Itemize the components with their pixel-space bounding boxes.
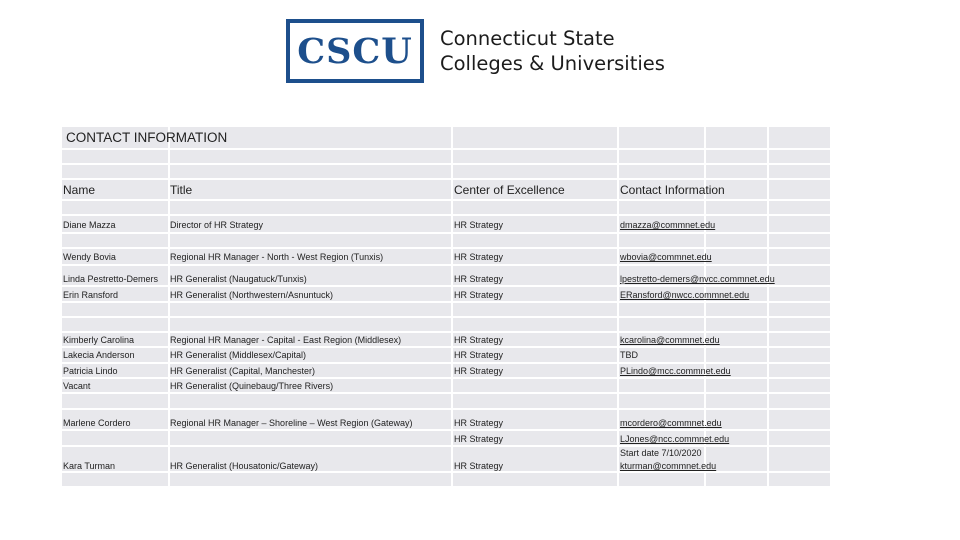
- cell-title: HR Generalist (Naugatuck/Tunxis): [170, 274, 307, 284]
- grid-line: [62, 199, 830, 201]
- grid-line: [62, 346, 830, 348]
- email-link[interactable]: lpestretto-demers@nvcc.commnet.edu: [620, 274, 775, 284]
- cell-center: HR Strategy: [454, 418, 504, 428]
- grid-line: [767, 127, 769, 486]
- header-center: Center of Excellence: [454, 183, 565, 197]
- cell-name: Linda Pestretto-Demers: [63, 274, 159, 284]
- logo-abbrev: CSCU: [297, 30, 413, 72]
- section-title: CONTACT INFORMATION: [66, 130, 228, 145]
- grid-line: [62, 285, 830, 287]
- cell-title: HR Generalist (Housatonic/Gateway): [170, 461, 319, 471]
- cell-center: HR Strategy: [454, 252, 504, 262]
- email-link[interactable]: mcordero@commnet.edu: [620, 418, 722, 428]
- grid-line: [62, 178, 830, 180]
- cell-center: HR Strategy: [454, 274, 504, 284]
- email-link[interactable]: PLindo@mcc.commnet.edu: [620, 366, 731, 376]
- email-link[interactable]: wbovia@commnet.edu: [620, 252, 712, 262]
- cell-center: HR Strategy: [454, 335, 504, 345]
- cell-name: Diane Mazza: [63, 220, 116, 230]
- grid-line: [62, 214, 830, 216]
- cell-name: Wendy Bovia: [63, 252, 116, 262]
- email-link[interactable]: dmazza@commnet.edu: [620, 220, 716, 230]
- cell-center: HR Strategy: [454, 366, 504, 376]
- grid-line: [62, 232, 830, 234]
- cell-title: HR Generalist (Quinebaug/Three Rivers): [170, 381, 334, 391]
- grid-line: [62, 377, 830, 379]
- cell-title: Director of HR Strategy: [170, 220, 264, 230]
- cell-title: Regional HR Manager – Shoreline – West Region (Gateway): [170, 418, 413, 428]
- cell-name: Patricia Lindo: [63, 366, 118, 376]
- logo-line-1: Connecticut State: [440, 27, 615, 50]
- cell-center: HR Strategy: [454, 461, 504, 471]
- logo-line-2: Colleges & Universities: [440, 52, 665, 75]
- cell-name: Marlene Cordero: [63, 418, 131, 428]
- grid-line: [62, 301, 830, 303]
- cscu-logo: [286, 19, 424, 83]
- cell-name: Kimberly Carolina: [63, 335, 135, 345]
- cell-title: Regional HR Manager - Capital - East Region (Middlesex): [170, 335, 402, 345]
- header-contact: Contact Information: [620, 183, 725, 197]
- header-title: Title: [170, 183, 193, 197]
- email-link[interactable]: LJones@ncc.commnet.edu: [620, 434, 730, 444]
- email-link[interactable]: kturman@commnet.edu: [620, 461, 717, 471]
- contact-table: [62, 127, 830, 486]
- grid-line: [62, 429, 830, 431]
- grid-line: [168, 127, 170, 486]
- cell-center: HR Strategy: [454, 350, 504, 360]
- grid-line: [62, 331, 830, 333]
- cell-title: HR Generalist (Northwestern/Asnuntuck): [170, 290, 334, 300]
- cell-center: HR Strategy: [454, 434, 504, 444]
- cell-title: HR Generalist (Capital, Manchester): [170, 366, 316, 376]
- grid-line: [62, 247, 830, 249]
- grid-line: [62, 148, 830, 150]
- cell-title: HR Generalist (Middlesex/Capital): [170, 350, 307, 360]
- cell-contact-note: Start date 7/10/2020: [620, 448, 702, 458]
- cell-name: Vacant: [63, 381, 91, 391]
- grid-line: [62, 362, 830, 364]
- cell-contact: TBD: [620, 350, 638, 360]
- cell-title: Regional HR Manager - North - West Region (Tunxis): [170, 252, 384, 262]
- header-name: Name: [63, 183, 96, 197]
- email-link[interactable]: kcarolina@commnet.edu: [620, 335, 720, 345]
- grid-line: [617, 127, 619, 486]
- grid-line: [62, 445, 830, 447]
- cell-name: Lakecia Anderson: [63, 350, 135, 360]
- grid-line: [62, 392, 830, 394]
- grid-line: [62, 408, 830, 410]
- grid-line: [451, 127, 453, 486]
- grid-line: [62, 264, 830, 266]
- email-link[interactable]: ERansford@nwcc.commnet.edu: [620, 290, 750, 300]
- logo-wordmark: [440, 26, 665, 76]
- cell-name: Erin Ransford: [63, 290, 119, 300]
- grid-line: [62, 163, 830, 165]
- cell-center: HR Strategy: [454, 220, 504, 230]
- grid-line: [62, 316, 830, 318]
- cell-center: HR Strategy: [454, 290, 504, 300]
- cell-name: Kara Turman: [63, 461, 116, 471]
